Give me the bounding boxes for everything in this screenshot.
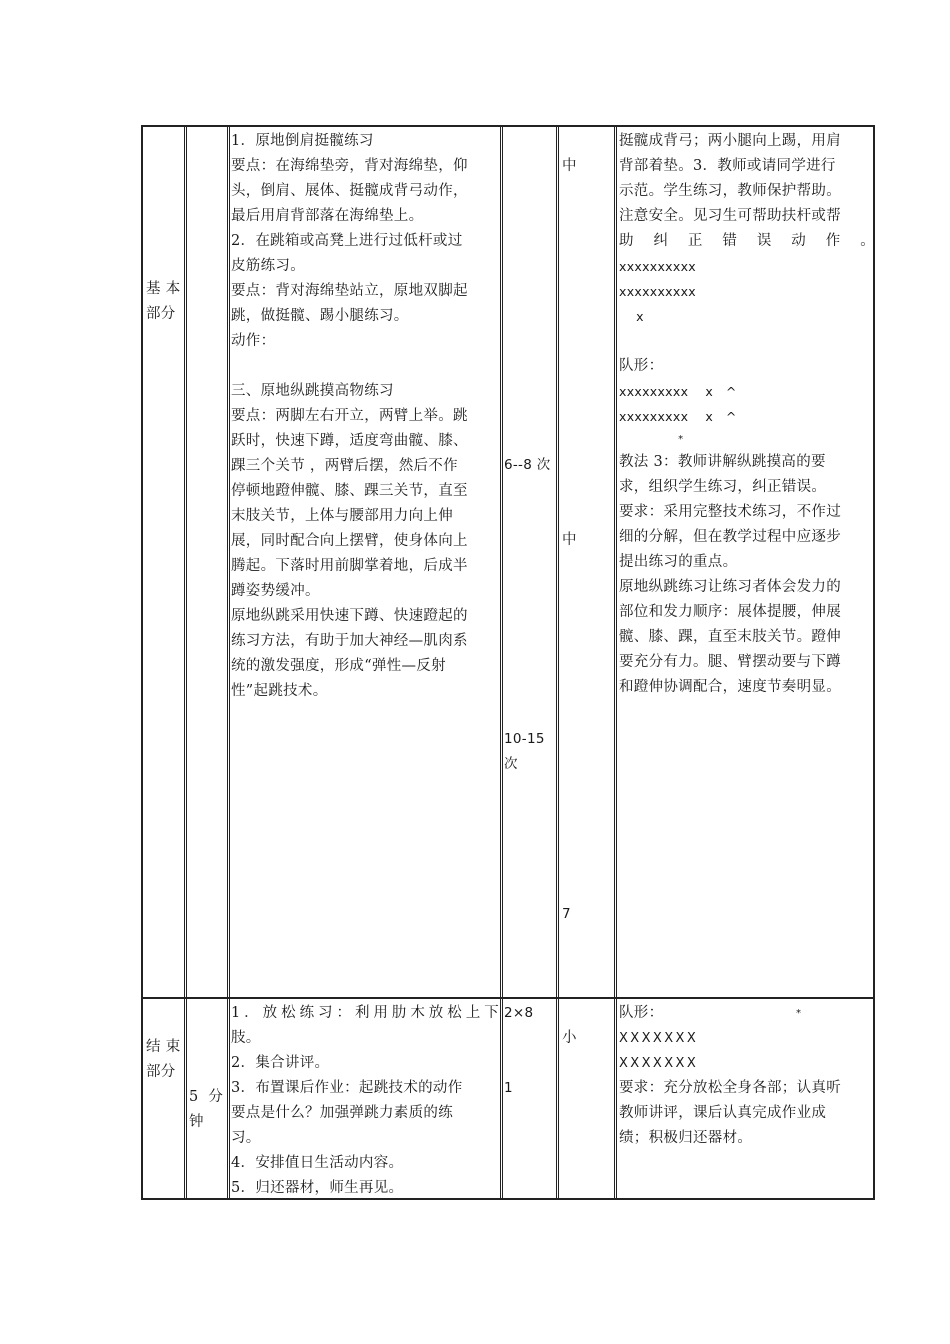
teaching-line: 求，组织学生练习，纠正错误。 <box>619 479 827 495</box>
formation-row: xxxxxxxxxx <box>619 284 696 299</box>
content-line: 2．集合讲评。 <box>231 1055 330 1071</box>
formation-label: 队形： <box>619 358 664 374</box>
content-line: 原地纵跳采用快速下蹲、快速蹬起的 <box>231 608 468 624</box>
formation-row: XXXXXXX <box>619 1031 699 1046</box>
content-line: 1．原地倒肩挺髋练习 <box>231 133 374 149</box>
teaching-line: 髋、膝、踝，直至末肢关节。蹬伸 <box>619 629 841 645</box>
time-end: 5 分 钟 <box>189 1089 224 1130</box>
content-line: 跳，做挺髋、踢小腿练习。 <box>231 308 409 324</box>
teaching-line: 和蹬伸协调配合，速度节奏明显。 <box>619 679 841 695</box>
method-end <box>619 1001 875 1151</box>
content-end <box>231 1001 499 1201</box>
content-line: 肢。 <box>231 1030 261 1046</box>
content-line: 要点：在海绵垫旁，背对海绵垫，仰 <box>231 158 468 174</box>
teaching-line: 要求：采用完整技术练习，不作过 <box>619 504 841 520</box>
content-line: 最后用肩背部落在海绵垫上。 <box>231 208 424 224</box>
content-line: 要点：背对海绵垫站立，原地双脚起 <box>231 283 468 299</box>
formation-row: xxxxxxxxx x ^ <box>619 384 737 399</box>
part-label-end: 结 束 部分 <box>146 1039 181 1080</box>
column-line <box>500 127 503 1198</box>
formation-row: XXXXXXX <box>619 1056 699 1071</box>
method-line: 注意安全。见习生可帮助扶杆或帮 <box>619 208 841 224</box>
content-line: 要点是什么？加强弹跳力素质的练 <box>231 1105 453 1121</box>
part-label-basic: 基 本 部分 <box>146 281 181 322</box>
teaching-line: 提出练习的重点。 <box>619 554 738 570</box>
content-line: 性”起跳技术。 <box>231 683 328 699</box>
section-divider <box>143 997 873 999</box>
method-line: 助 纠 正 错 误 动 作 。 <box>619 233 875 249</box>
content-line: 停顿地蹬伸髋、膝、踝三关节，直至 <box>231 483 468 499</box>
content-line: 头，倒肩、展体、挺髋成背弓动作， <box>231 183 468 199</box>
teaching-line: 部位和发力顺序：展体提腰，伸展 <box>619 604 841 620</box>
content-line: 4．安排值日生活动内容。 <box>231 1155 404 1171</box>
content-basic <box>231 129 499 704</box>
requirement-line: 要求：充分放松全身各部；认真听 <box>619 1080 841 1096</box>
column-line <box>227 127 230 1198</box>
count-end-a: 2×8 <box>504 1005 534 1021</box>
content-line <box>231 354 499 379</box>
teaching-line: 细的分解，但在教学过程中应逐步 <box>619 529 841 545</box>
teaching-line: 教法 3：教师讲解纵跳摸高的要 <box>619 454 826 470</box>
content-line: 展，同时配合向上摆臂，使身体向上 <box>231 533 468 549</box>
content-line: 腾起。下落时用前脚掌着地，后成半 <box>231 558 468 574</box>
content-line: 跃时，快速下蹲，适度弯曲髋、膝、 <box>231 433 468 449</box>
count-end-b: 1 <box>504 1080 513 1096</box>
formation-row: xxxxxxxxx x ^ <box>619 409 737 424</box>
intensity-end: 小 <box>562 1030 577 1046</box>
method-line: 挺髋成背弓；两小腿向上踢，用肩 <box>619 133 841 149</box>
formation-row: x <box>619 309 644 324</box>
intensity-basic-b: 中 <box>562 532 577 548</box>
content-line: 3．布置课后作业：起跳技术的动作 <box>231 1080 463 1096</box>
blank-line <box>619 329 875 354</box>
content-line: 踝三个关节 ，两臂后摆，然后不作 <box>231 458 458 474</box>
column-line <box>556 127 559 1198</box>
content-line: 皮筋练习。 <box>231 258 305 274</box>
teaching-line: 原地纵跳练习让练习者体会发力的 <box>619 579 841 595</box>
intensity-basic-a: 中 <box>562 158 577 174</box>
requirement-line: 教师讲评，课后认真完成作业成 <box>619 1105 827 1121</box>
count-basic-b: 10-15 次 <box>504 731 545 772</box>
content-line: 1．放松练习：利用肋木放松上下 <box>231 1005 499 1021</box>
content-line: 习。 <box>231 1130 261 1146</box>
teaching-line: 要充分有力。腿、臂摆动要与下蹲 <box>619 654 841 670</box>
formation-row: * <box>619 434 684 445</box>
content-line: 蹲姿势缓冲。 <box>231 583 320 599</box>
content-line: 三、原地纵跳摸高物练习 <box>231 383 394 399</box>
column-line <box>184 127 187 1198</box>
requirement-line: 绩；积极归还器材。 <box>619 1130 753 1146</box>
method-line: 示范。学生练习，教师保护帮助。 <box>619 183 841 199</box>
formation-label: 队形： <box>619 1005 664 1021</box>
count-basic-a: 6--8 次 <box>504 457 551 473</box>
content-line: 要点：两脚左右开立，两臂上举。跳 <box>231 408 468 424</box>
lesson-plan-table <box>141 125 875 1200</box>
intensity-basic-c: 7 <box>562 906 571 922</box>
content-line: 练习方法，有助于加大神经—肌肉系 <box>231 633 468 649</box>
method-line: 背部着垫。3．教师或请同学进行 <box>619 158 836 174</box>
formation-header <box>619 1001 875 1026</box>
content-line: 动作： <box>231 333 276 349</box>
content-line: 5．归还器材，师生再见。 <box>231 1180 404 1196</box>
formation-row: xxxxxxxxxx <box>619 259 696 274</box>
content-line: 统的激发强度，形成“弹性—反射 <box>231 658 446 674</box>
content-line: 末肢关节，上体与腰部用力向上伸 <box>231 508 453 524</box>
column-line <box>614 127 617 1198</box>
content-line: 2．在跳箱或高凳上进行过低杆或过 <box>231 233 463 249</box>
teacher-position-marker: * <box>796 1008 802 1019</box>
method-basic <box>619 129 875 700</box>
